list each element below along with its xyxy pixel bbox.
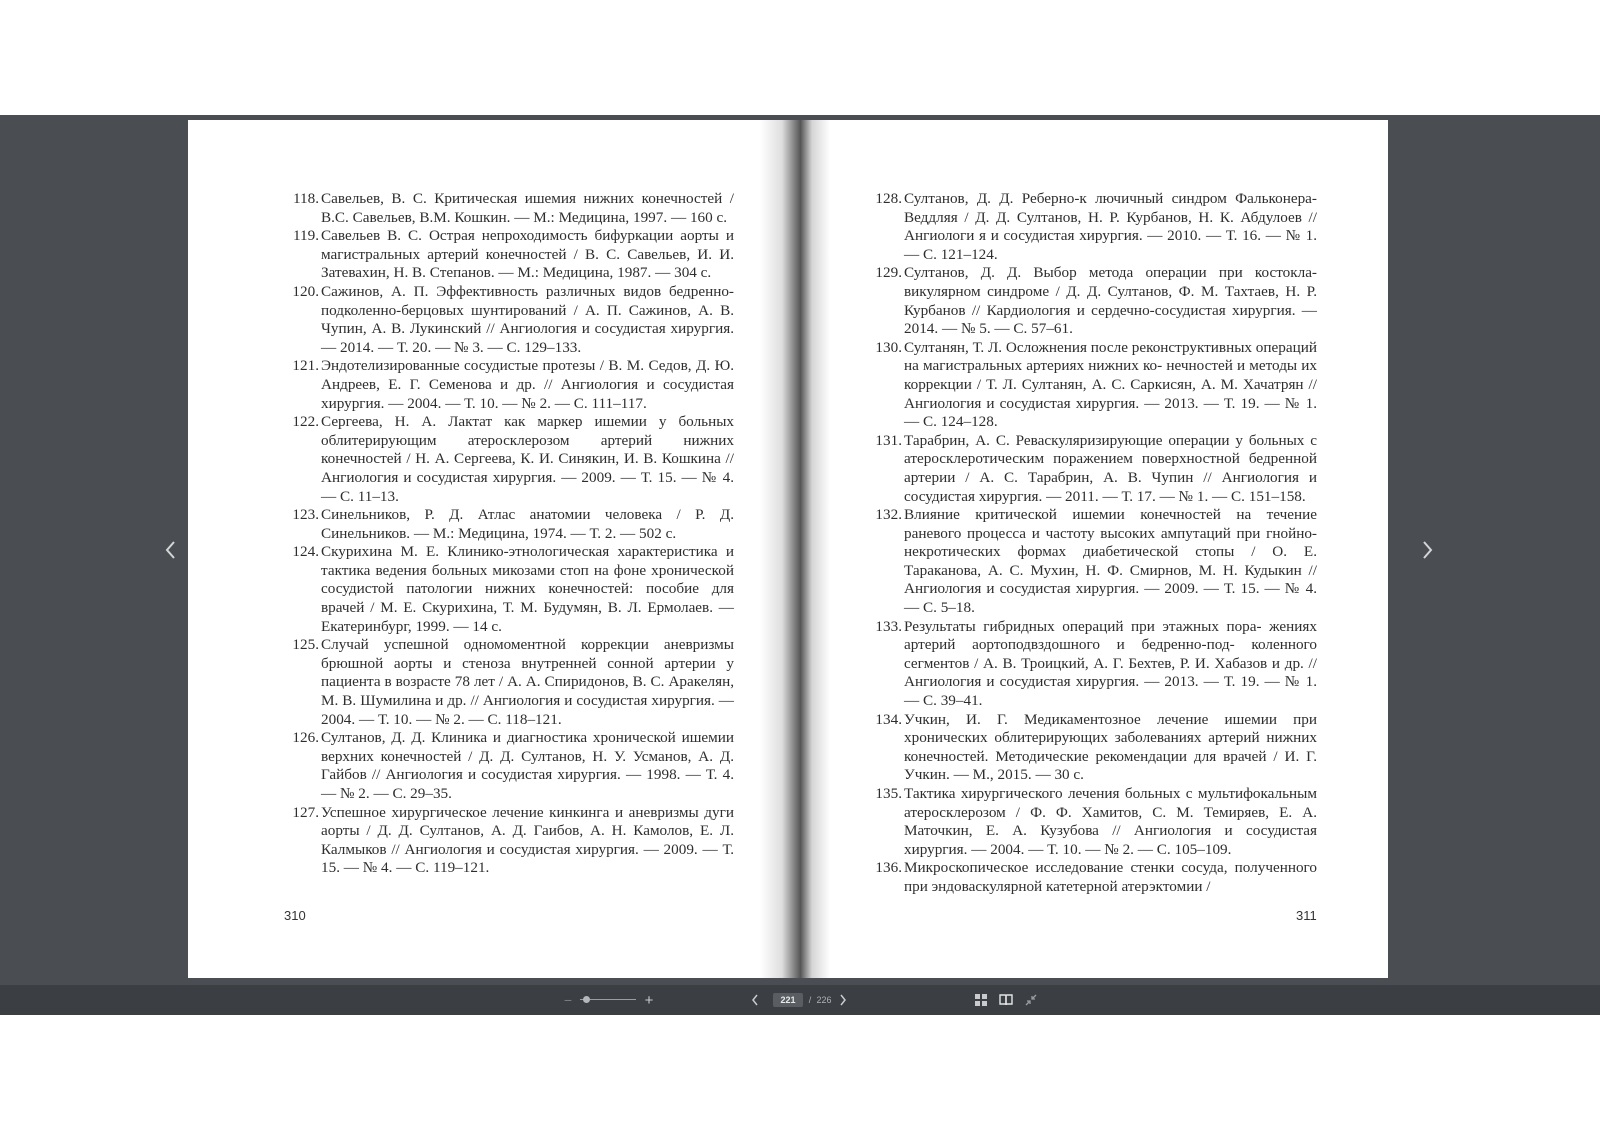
page-fold-shadow xyxy=(760,120,800,978)
reference-item xyxy=(871,339,1317,432)
left-page xyxy=(188,120,788,978)
reference-item xyxy=(288,729,734,803)
reference-text: Султанов, Д. Д. Клиника и диагностика хронической ишемии верхних конечностей / Д. Д. Султанов, Н. У. Усманов, А. Д. Гайбов // Ангиология и сосудистая хирургия. — 1998. — Т. 4. — № 2. — С. 29–35. xyxy=(321,729,734,802)
reference-number: 136. xyxy=(875,859,902,877)
reference-item xyxy=(871,190,1317,264)
reference-number: 119. xyxy=(292,227,319,245)
reference-text: Тарабрин, А. С. Реваскуляризирующие операции у больных с атеросклеротическим поражением поверхностной бедренной артерии / А. С. Тарабрин, А. В. Чупин // Ангиология и сосудистая хирургия. — 2011. — Т. 17. — № 1. — С. 151–158. xyxy=(904,431,1317,505)
reference-number: 128. xyxy=(875,190,902,207)
next-page-button[interactable] xyxy=(836,985,850,1015)
reference-number: 135. xyxy=(875,785,902,802)
reference-item xyxy=(288,357,734,413)
reference-number: 120. xyxy=(292,282,319,300)
reference-item xyxy=(288,283,734,357)
grid-view-icon xyxy=(975,994,987,1006)
reference-text: Тактика хирургического лечения больных с мультифокальным атеросклерозом / Ф. Ф. Хамитов, С. М. Темиряев, Е. А. Маточкин, Е. А. Кузубова // Ангиология и сосудистая хирургия. — 2004. — Т. 10. — № 2. — С. 105–109. xyxy=(904,785,1317,858)
next-spread-button[interactable] xyxy=(1413,530,1443,570)
reference-item xyxy=(288,804,734,878)
reference-item xyxy=(288,190,734,227)
reference-item xyxy=(871,859,1317,896)
book-view-icon xyxy=(999,994,1013,1006)
reference-item xyxy=(871,785,1317,859)
reference-item xyxy=(871,264,1317,338)
reference-text: Скурихина М. Е. Клинико-этнологическая характеристика и тактика ведения больных микозами стоп на фоне хронической сосудистой патологии нижних конечностей: пособие для врачей / М. Е. Скурихина, Т. М. Будумян, В. Л. Ермолаев. — Екатеринбург, 1999. — 14 с. xyxy=(321,543,734,635)
chevron-left-icon xyxy=(163,539,177,561)
reference-number: 122. xyxy=(292,413,319,431)
right-page xyxy=(788,120,1388,978)
reference-number: 131. xyxy=(875,431,902,449)
reference-item xyxy=(871,711,1317,785)
page-fold-shadow xyxy=(800,120,830,978)
page-number: 311 xyxy=(1296,908,1317,923)
reference-text: Султанов, Д. Д. Выбор метода операции при костокла- викулярном синдроме / Д. Д. Султанов, Ф. М. Тахтаев, Н. Р. Курбанов // Кардиология и сердечно-сосудистая хирургия. — 2014. — № 5. — С. 57–61. xyxy=(904,264,1317,338)
exit-fullscreen-button[interactable] xyxy=(1023,985,1039,1015)
page-number: 310 xyxy=(284,908,306,923)
reference-item xyxy=(871,432,1317,506)
reference-text: Результаты гибридных операций при этажных пора- жениях артерий аортоподвздошного и бедренно-под- коленного сегментов / А. В. Троицкий, А. Г. Бехтев, Р. И. Хабазов и др. // Ангиология и сосудистая хирургия. — 2013. — Т. 19. — № 1. — С. 39–41. xyxy=(904,617,1317,710)
reference-item xyxy=(288,413,734,506)
reference-item xyxy=(288,227,734,283)
reference-text: Учкин, И. Г. Медикаментозное лечение ишемии при хронических облитерирующих заболеваниях артерий нижних конечностей. Методические рекомендации для врачей / И. Г. Учкин. — М., 2015. — 30 с. xyxy=(904,710,1317,784)
reference-text: Султанов, Д. Д. Реберно-к лючичный синдром Фальконера-Веддляя / Д. Д. Султанов, Н. Р. Курбанов, Н. К. Абдулоев // Ангиологи я и сосудистая хирургия. — 2010. — Т. 16. — № 1. — С. 121–124. xyxy=(904,190,1317,263)
reference-item xyxy=(288,506,734,543)
current-page-input[interactable]: 221 xyxy=(773,993,803,1007)
zoom-slider[interactable] xyxy=(580,985,636,1015)
book-view-button[interactable] xyxy=(997,985,1015,1015)
reference-text: Сажинов, А. П. Эффективность различных видов бедренно-подколенно-берцовых шунтирований / А. П. Сажинов, А. В. Чупин, А. В. Лукинский // Ангиология и сосудистая хирургия. — 2014. — Т. 20. — № 3. — С. 129–133. xyxy=(321,282,734,356)
reference-item xyxy=(871,618,1317,711)
reference-number: 127. xyxy=(292,803,319,821)
chevron-right-icon xyxy=(1421,539,1435,561)
total-pages: 226 xyxy=(816,995,832,1005)
reference-text: Влияние критической ишемии конечностей на течение раневого процесса и частоту высоких ампутаций при гнойно-некротических формах диабетической стопы / О. Е. Тараканова, А. С. Мухин, Н. Ф. Смирнов, М. Н. Кудыкин // Ангиология и сосудистая хирургия. — 2009. — Т. 15. — № 4. — С. 5–18. xyxy=(904,506,1317,617)
reference-text: Савельев В. С. Острая непроходимость бифуркации аорты и магистральных артерий конечностей / В. С. Савельев, И. И. Затевахин, Н. В. Степанов. — М.: Медицина, 1987. — 304 с. xyxy=(321,227,734,282)
reference-number: 133. xyxy=(875,617,902,635)
reference-number: 124. xyxy=(292,543,319,561)
chevron-left-icon xyxy=(751,994,759,1006)
page-separator: / xyxy=(808,995,812,1005)
reference-number: 118. xyxy=(292,190,319,207)
reference-list xyxy=(288,190,734,878)
reference-text: Эндотелизированные сосудистые протезы / В. М. Седов, Д. Ю. Андреев, Е. Г. Семенова и др. // Ангиология и сосудистая хирургия. — 2004. — Т. 10. — № 2. — С. 111–117. xyxy=(321,357,734,412)
reference-number: 132. xyxy=(875,506,902,524)
zoom-in-button[interactable]: + xyxy=(644,991,654,1009)
prev-page-button[interactable] xyxy=(748,985,762,1015)
reference-list xyxy=(871,190,1317,897)
viewer-toolbar xyxy=(0,985,1600,1015)
reference-text: Султанян, Т. Л. Осложнения после реконструктивных операций на магистральных артериях нижних ко- нечностей и методы их коррекции / Т. Л. Султанян, А. С. Саркисян, А. М. Хачатрян // Ангиология и сосудистая хирургия. — 2013. — Т. 19. — № 1. — С. 124–128. xyxy=(904,338,1317,431)
reference-item xyxy=(871,506,1317,618)
reference-text: Случай успешной одномоментной коррекции аневризмы брюшной аорты и стеноза внутренней сонной артерии у пациента в возрасте 78 лет / А. А. Спиридонов, В. С. Аракелян, М. В. Шумилина и др. // Ангиология и сосудистая хирургия. — 2004. — Т. 10. — № 2. — С. 118–121. xyxy=(321,636,734,728)
zoom-handle[interactable] xyxy=(583,996,590,1003)
reference-number: 121. xyxy=(292,357,319,375)
reference-number: 134. xyxy=(875,710,902,728)
reference-text: Успешное хирургическое лечение кинкинга и аневризмы дуги аорты / Д. Д. Султанов, А. Д. Гаибов, А. Н. Камолов, Е. Л. Калмыков // Ангиология и сосудистая хирургия. — 2009. — Т. 15. — № 4. — С. 119–121. xyxy=(321,803,734,877)
exit-fullscreen-icon xyxy=(1025,994,1037,1006)
reference-item xyxy=(288,543,734,636)
reference-number: 125. xyxy=(292,636,319,654)
reference-number: 129. xyxy=(875,264,902,282)
reference-text: Савельев, В. С. Критическая ишемия нижних конечностей / В.С. Савельев, В.М. Кошкин. — М.: Медицина, 1997. — 160 с. xyxy=(321,190,734,226)
chevron-right-icon xyxy=(839,994,847,1006)
reference-text: Микроскопическое исследование стенки сосуда, полученного при эндоваскулярной катетерной атерэктомии / xyxy=(904,859,1317,895)
reference-number: 123. xyxy=(292,506,319,524)
thumbnail-grid-button[interactable] xyxy=(973,985,989,1015)
zoom-out-button[interactable]: − xyxy=(563,992,573,1008)
reference-number: 130. xyxy=(875,338,902,356)
reference-text: Синельников, Р. Д. Атлас анатомии человека / Р. Д. Синельников. — М.: Медицина, 1974. — Т. 2. — 502 с. xyxy=(321,506,734,542)
reference-text: Сергеева, Н. А. Лактат как маркер ишемии у больных облитерирующим атеросклерозом артерий нижних конечностей / Н. А. Сергеева, К. И. Синякин, И. В. Кошкина // Ангиология и сосудистая хирургия. — 2009. — Т. 15. — № 4. — С. 11–13. xyxy=(321,413,734,505)
reference-item xyxy=(288,636,734,729)
prev-spread-button[interactable] xyxy=(155,530,185,570)
reference-number: 126. xyxy=(292,729,319,747)
